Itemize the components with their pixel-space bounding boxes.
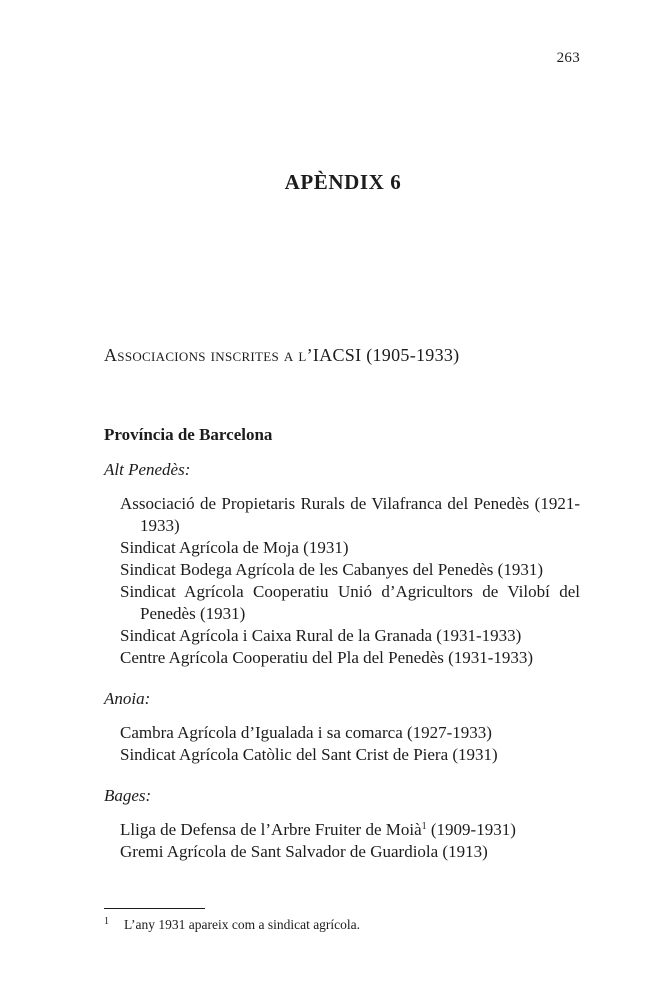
- association-years: (1909-1931): [426, 820, 516, 839]
- association-list: [104, 819, 580, 863]
- section-title: Associacions inscrites a l’IACSI (1905-1933): [104, 345, 460, 365]
- association-entry: Sindicat Agrícola de Moja (1931): [120, 538, 349, 557]
- association-entry: Gremi Agrícola de Sant Salvador de Guardiola (1913): [120, 842, 488, 861]
- association-list: [104, 493, 580, 669]
- region-heading: Bages:: [104, 786, 152, 805]
- province-heading: Província de Barcelona: [104, 425, 273, 444]
- footnote: [104, 916, 360, 933]
- association-entry: Cambra Agrícola d’Igualada i sa comarca (1927-1933): [120, 723, 492, 742]
- footnote-text: L’any 1931 apareix com a sindicat agrícola.: [124, 917, 361, 932]
- association-entry: Sindicat Agrícola i Caixa Rural de la Granada (1931-1933): [120, 626, 522, 645]
- association-name: Lliga de Defensa de l’Arbre Fruiter de Moià: [120, 820, 422, 839]
- association-entry: Sindicat Agrícola Catòlic del Sant Crist de Piera (1931): [120, 745, 498, 764]
- region-block: [104, 459, 580, 669]
- region-heading: Alt Penedès:: [104, 460, 191, 479]
- region-list: [104, 459, 580, 863]
- appendix-content: [104, 424, 580, 882]
- association-entry: Associació de Propietaris Rurals de Vilafranca del Penedès (1921-1933): [120, 494, 580, 535]
- association-entry: Sindicat Agrícola Cooperatiu Unió d’Agricultors de Vilobí del Penedès (1931): [120, 582, 580, 623]
- association-entry: Sindicat Bodega Agrícola de les Cabanyes del Penedès (1931): [120, 560, 543, 579]
- page-number: 263: [556, 50, 580, 66]
- footnote-divider: [104, 908, 205, 909]
- association-list: [104, 722, 580, 766]
- footnote-reference[interactable]: 1: [421, 821, 427, 832]
- footnote-mark: 1: [104, 916, 109, 927]
- appendix-title: APÈNDIX 6: [284, 170, 402, 194]
- region-block: [104, 785, 580, 863]
- region-heading: Anoia:: [104, 689, 151, 708]
- association-entry: [104, 819, 580, 841]
- association-entry: Centre Agrícola Cooperatiu del Pla del Penedès (1931-1933): [120, 648, 534, 667]
- region-block: [104, 688, 580, 766]
